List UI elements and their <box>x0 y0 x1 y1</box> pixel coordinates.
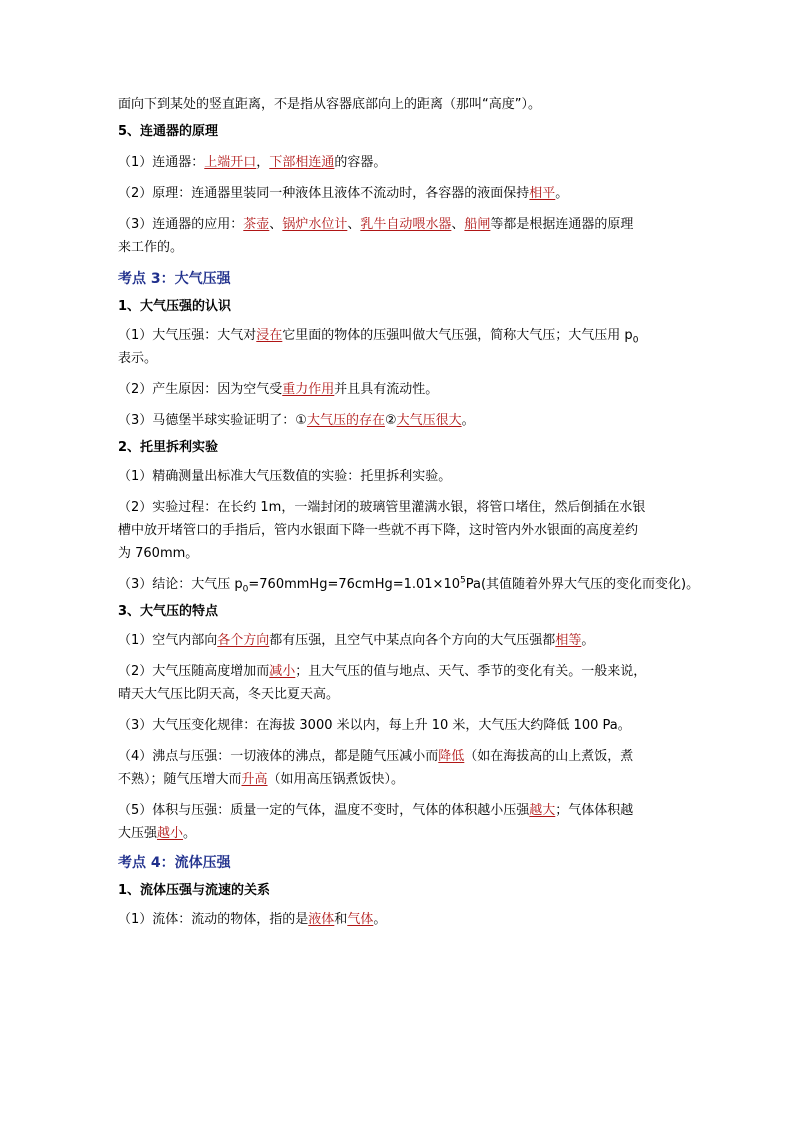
key-term: 降低 <box>438 749 465 764</box>
text: 为 760mm。 <box>118 546 199 561</box>
paragraph-continuation <box>118 239 684 256</box>
text: （3）结论：大气压 p <box>118 577 243 592</box>
text: （1）大气压强：大气对 <box>118 328 257 343</box>
text: （3）马德堡半球实验证明了：① <box>118 413 307 428</box>
paragraph-continuation <box>118 771 684 788</box>
section-heading: 3、大气压的特点 <box>118 604 219 619</box>
paragraph <box>118 381 684 398</box>
key-term: 茶壶 <box>243 217 270 232</box>
text: 。 <box>461 413 475 428</box>
paragraph <box>118 499 684 516</box>
text: 、 <box>269 217 283 232</box>
text: （2）实验过程：在长约 1m，一端封闭的玻璃管里灌满水银，将管口堵住，然后倒插在水银 <box>118 500 646 515</box>
paragraph <box>118 412 684 429</box>
paragraph <box>118 748 684 765</box>
paragraph <box>118 663 684 680</box>
text: （2）大气压随高度增加而 <box>118 664 270 679</box>
text: 晴天大气压比阴天高，冬天比夏天高。 <box>118 687 340 702</box>
paragraph <box>118 575 700 595</box>
intro-line <box>118 96 684 113</box>
paragraph-continuation <box>118 522 684 539</box>
text: （1）流体：流动的物体，指的是 <box>118 912 309 927</box>
key-term: 浸在 <box>256 328 283 343</box>
text: =760mmHg=76cmHg=1.01×10 <box>248 577 460 592</box>
key-term: 越大 <box>529 803 556 818</box>
topic-heading: 考点 3：大气压强 <box>118 271 231 287</box>
key-term: 大气压的存在 <box>306 413 385 428</box>
text: （1）连通器： <box>118 155 205 170</box>
text: 、 <box>451 217 465 232</box>
text: 的容器。 <box>334 155 387 170</box>
text: 并且具有流动性。 <box>334 382 439 397</box>
key-term: 相等 <box>555 633 582 648</box>
text: 、 <box>347 217 361 232</box>
key-term: 相平 <box>529 186 556 201</box>
text: 和 <box>334 912 348 927</box>
superscript: 5 <box>460 575 466 586</box>
text: （1）精确测量出标准大气压数值的实验：托里拆利实验。 <box>118 469 452 484</box>
key-term: 越小 <box>157 826 184 841</box>
text: ；气体体积越 <box>555 803 634 818</box>
text: （1）空气内部向 <box>118 633 218 648</box>
paragraph <box>118 632 684 649</box>
text: （如用高压锅煮饭快）。 <box>267 772 405 787</box>
section-heading: 1、大气压强的认识 <box>118 299 232 314</box>
paragraph <box>118 468 684 485</box>
paragraph <box>118 327 684 344</box>
text: 表示。 <box>118 351 158 366</box>
text: 。 <box>373 912 387 927</box>
text: （3）大气压变化规律：在海拔 3000 米以内，每上升 10 米，大气压大约降低 100 Pa。 <box>118 718 631 733</box>
key-term: 升高 <box>241 772 268 787</box>
text: （5）体积与压强：质量一定的气体，温度不变时，气体的体积越小压强 <box>118 803 530 818</box>
key-term: 上端开口 <box>204 155 257 170</box>
subscript: 0 <box>632 335 639 346</box>
text: ② <box>384 413 397 428</box>
text: 等都是根据连通器的原理 <box>490 217 634 232</box>
text: ；且大气压的值与地点、天气、季节的变化有关。一般来说， <box>295 664 647 679</box>
key-term: 船闸 <box>464 217 491 232</box>
subscript: 0 <box>242 584 249 595</box>
text: （4）沸点与压强：一切液体的沸点，都是随气压减小而 <box>118 749 439 764</box>
key-term: 锅炉水位计 <box>282 217 348 232</box>
text: （2）产生原因：因为空气受 <box>118 382 283 397</box>
text: 槽中放开堵管口的手指后，管内水银面下降一些就不再下降，这时管内外水银面的高度差约 <box>118 523 639 538</box>
section-heading: 2、托里拆利实验 <box>118 440 219 455</box>
text: 大压强 <box>118 826 158 841</box>
key-term: 大气压很大 <box>396 413 462 428</box>
section-heading: 5、连通器的原理 <box>118 124 219 139</box>
text: 面向下到某处的竖直距离，不是指从容器底部向上的距离（那叫“高度”）。 <box>118 97 541 112</box>
key-term: 减小 <box>269 664 296 679</box>
text: 。 <box>183 826 197 841</box>
key-term: 重力作用 <box>282 382 335 397</box>
key-term: 液体 <box>308 912 335 927</box>
text: 它里面的物体的压强叫做大气压强，简称大气压；大气压用 p <box>282 328 633 343</box>
paragraph-continuation <box>118 350 684 367</box>
topic-heading: 考点 4：流体压强 <box>118 855 231 871</box>
key-term: 乳牛自动喂水器 <box>360 217 452 232</box>
paragraph <box>118 154 684 171</box>
text: （3）连通器的应用： <box>118 217 244 232</box>
text: Pa(其值随着外界大气压的变化而变化)。 <box>465 577 700 592</box>
text: （2）原理：连通器里装同一种液体且液体不流动时，各容器的液面保持 <box>118 186 530 201</box>
paragraph <box>118 911 684 928</box>
text: 都有压强，且空气中某点向各个方向的大气压强都 <box>269 633 556 648</box>
text: 来工作的。 <box>118 240 184 255</box>
paragraph-continuation <box>118 825 684 842</box>
text: ， <box>256 155 270 170</box>
paragraph <box>118 717 684 734</box>
paragraph-continuation <box>118 686 684 703</box>
key-term: 各个方向 <box>217 633 270 648</box>
text: 不熟）；随气压增大而 <box>118 772 242 787</box>
key-term: 下部相连通 <box>269 155 335 170</box>
paragraph <box>118 802 684 819</box>
document-page <box>118 96 700 928</box>
text: 。 <box>555 186 569 201</box>
paragraph <box>118 216 684 233</box>
text: （如在海拔高的山上煮饭，煮 <box>464 749 634 764</box>
section-heading: 1、流体压强与流速的关系 <box>118 883 271 898</box>
key-term: 气体 <box>347 912 374 927</box>
paragraph <box>118 185 684 202</box>
text: 。 <box>581 633 595 648</box>
paragraph-continuation <box>118 545 684 562</box>
